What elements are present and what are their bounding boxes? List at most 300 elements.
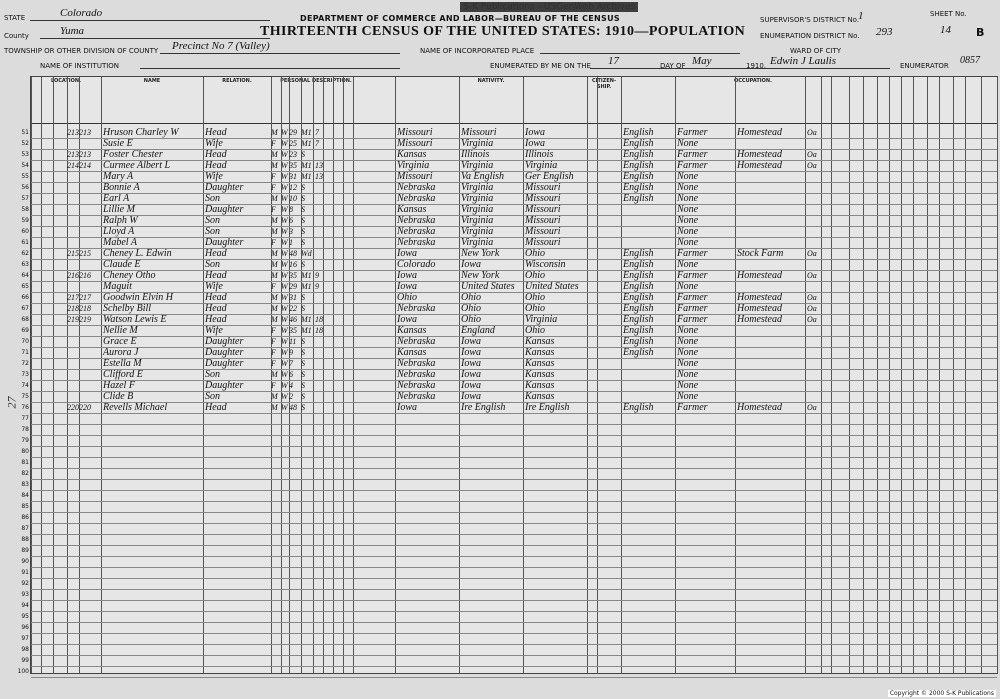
cell-fbirth: Virginia (461, 194, 494, 204)
cell-race: W (281, 392, 288, 401)
cell-ms: S (301, 260, 305, 269)
cell-ms: S (301, 238, 305, 247)
cell-mbirth: Iowa (525, 139, 545, 149)
cell-sex: F (271, 326, 276, 335)
cell-mbirth: Kansas (525, 359, 555, 369)
row-number: 73 (21, 371, 29, 378)
column-rule (939, 77, 940, 673)
cell-mbirth: Missouri (525, 216, 561, 226)
sheet-number-label: SHEET No. (930, 10, 967, 18)
cell-age: 22 (289, 304, 297, 313)
cell-trade: Farmer (677, 304, 708, 314)
cell-emp: Oa (807, 304, 817, 313)
cell-mbirth: United States (525, 282, 579, 292)
watermark: S-K Publications - USGenWeb Archives (460, 2, 638, 12)
cell-birth: Iowa (397, 403, 417, 413)
cell-trade: None (677, 359, 699, 369)
cell-fbirth: Virginia (461, 205, 494, 215)
sheet-header (0, 0, 1000, 74)
column-header (31, 77, 997, 124)
cell-fbirth: Illinois (461, 150, 490, 160)
column-group-label: CITIZEN-SHIP. (591, 78, 617, 90)
row-number: 80 (21, 448, 29, 455)
cell-name: Clifford E (103, 370, 143, 380)
cell-age: 35 (289, 271, 297, 280)
cell-birth: Missouri (397, 128, 433, 138)
cell-name: Goodwin Elvin H (103, 293, 173, 303)
cell-sex: M (271, 403, 278, 412)
cell-ms: Wd (301, 249, 312, 258)
cell-race: W (281, 183, 288, 192)
cell-sex: M (271, 150, 278, 159)
row-number: 99 (21, 657, 29, 664)
cell-name: Revells Michael (103, 403, 168, 413)
column-group-label: LOCATION. (50, 78, 81, 84)
cell-birth: Iowa (397, 271, 417, 281)
cell-rel: Son (205, 216, 220, 226)
column-rule (901, 77, 902, 673)
cell-mbirth: Missouri (525, 227, 561, 237)
cell-name: Mabel A (103, 238, 137, 248)
cell-name: Estella M (103, 359, 142, 369)
row-number: 82 (21, 470, 29, 477)
cell-birth: Nebraska (397, 304, 436, 314)
cell-fbirth: Virginia (461, 227, 494, 237)
column-rule (621, 77, 622, 673)
cell-trade: Farmer (677, 271, 708, 281)
county-label: County (4, 32, 29, 40)
cell-trade: None (677, 205, 699, 215)
cell-name: Schelby Bill (103, 304, 152, 314)
township-value: Precinct No 7 (Valley) (172, 40, 270, 52)
cell-fbirth: Virginia (461, 161, 494, 171)
cell-name: Bonnie A (103, 183, 140, 193)
cell-age: 7 (289, 359, 293, 368)
township-label: TOWNSHIP OR OTHER DIVISION OF COUNTY (4, 47, 159, 55)
cell-race: W (281, 348, 288, 357)
cell-lang: English (623, 260, 654, 270)
row-rule (31, 545, 997, 546)
column-rule (831, 77, 832, 673)
column-rule (805, 77, 806, 673)
cell-birth: Nebraska (397, 194, 436, 204)
cell-age: 48 (289, 249, 297, 258)
cell-birth: Kansas (397, 348, 427, 358)
cell-race: W (281, 260, 288, 269)
cell-age: 29 (289, 282, 297, 291)
cell-mbirth: Virginia (525, 161, 558, 171)
row-rule (31, 655, 997, 656)
cell-sex: F (271, 282, 276, 291)
cell-rel: Son (205, 392, 220, 402)
cell-race: W (281, 172, 288, 181)
row-rule (31, 666, 997, 667)
row-rule (31, 512, 997, 513)
column-rule (343, 77, 344, 673)
cell-age: 25 (289, 139, 297, 148)
column-rule (523, 77, 524, 673)
cell-ms: S (301, 194, 305, 203)
cell-rel: Daughter (205, 238, 244, 248)
cell-name: Curmee Albert L (103, 161, 171, 171)
cell-industry: Homestead (737, 128, 782, 138)
cell-age: 6 (289, 216, 293, 225)
row-rule (31, 633, 997, 634)
cell-rel: Daughter (205, 183, 244, 193)
cell-name: Maguit (103, 282, 132, 292)
column-rule (953, 77, 954, 673)
row-rule (31, 622, 997, 623)
cell-birth: Nebraska (397, 359, 436, 369)
cell-race: W (281, 293, 288, 302)
row-number: 54 (21, 162, 29, 169)
row-number: 68 (21, 316, 29, 323)
cell-ms: M1 (301, 139, 312, 148)
cell-trade: None (677, 194, 699, 204)
cell-fam: 218 (79, 304, 91, 313)
cell-name: Grace E (103, 337, 137, 347)
row-number: 100 (17, 668, 29, 675)
cell-lang: English (623, 315, 654, 325)
incorporated-place-label: NAME OF INCORPORATED PLACE (420, 47, 535, 55)
cell-sex: F (271, 183, 276, 192)
cell-birth: Colorado (397, 260, 436, 270)
cell-lang: English (623, 128, 654, 138)
cell-fam: 216 (79, 271, 91, 280)
enumerator-name: Edwin J Laulis (770, 55, 837, 67)
cell-age: 16 (289, 260, 297, 269)
cell-race: W (281, 194, 288, 203)
cell-trade: None (677, 337, 699, 347)
row-rule (31, 611, 997, 612)
cell-birth: Nebraska (397, 381, 436, 391)
cell-fbirth: Iowa (461, 348, 481, 358)
cell-rel: Head (205, 249, 227, 259)
column-rule (31, 77, 32, 673)
cell-mbirth: Missouri (525, 238, 561, 248)
cell-mbirth: Ohio (525, 249, 545, 259)
cell-race: W (281, 381, 288, 390)
cell-race: W (281, 238, 288, 247)
cell-fbirth: Ohio (461, 293, 481, 303)
cell-trade: None (677, 370, 699, 380)
cell-industry: Homestead (737, 293, 782, 303)
cell-fbirth: Va English (461, 172, 505, 182)
cell-birth: Nebraska (397, 337, 436, 347)
cell-birth: Kansas (397, 326, 427, 336)
cell-lang: English (623, 403, 654, 413)
column-rule (889, 77, 890, 673)
cell-age: 46 (289, 315, 297, 324)
cell-sex: M (271, 392, 278, 401)
cell-fam: 214 (79, 161, 91, 170)
column-rule (333, 77, 334, 673)
row-rule (31, 490, 997, 491)
cell-dw: 213 (67, 128, 79, 137)
column-rule (459, 77, 460, 673)
margin-note: 27 (4, 396, 19, 409)
enumerator-label: ENUMERATOR (900, 62, 949, 70)
cell-industry: Homestead (737, 161, 782, 171)
cell-sex: F (271, 205, 276, 214)
row-number: 85 (21, 503, 29, 510)
enumerated-label: ENUMERATED BY ME ON THE (490, 62, 591, 70)
cell-age: 11 (289, 337, 297, 346)
column-rule (849, 77, 850, 673)
row-number: 96 (21, 624, 29, 631)
cell-race: W (281, 161, 288, 170)
cell-emp: Oa (807, 293, 817, 302)
cell-race: W (281, 205, 288, 214)
cell-age: 2 (289, 392, 293, 401)
cell-lang: English (623, 337, 654, 347)
cell-birth: Missouri (397, 172, 433, 182)
row-number: 66 (21, 294, 29, 301)
cell-sex: F (271, 139, 276, 148)
cell-name: Lillie M (103, 205, 135, 215)
cell-name: Ralph W (103, 216, 138, 226)
cell-birth: Kansas (397, 205, 427, 215)
cell-ms: M1 (301, 315, 312, 324)
row-number: 81 (21, 459, 29, 466)
cell-yrs: 9 (315, 271, 319, 280)
cell-industry: Homestead (737, 304, 782, 314)
stamp-number: 0857 (960, 55, 980, 66)
cell-fbirth: Iowa (461, 337, 481, 347)
cell-fbirth: New York (461, 271, 500, 281)
cell-trade: None (677, 326, 699, 336)
row-number: 92 (21, 580, 29, 587)
row-number: 84 (21, 492, 29, 499)
cell-ms: M1 (301, 161, 312, 170)
row-rule (31, 600, 997, 601)
cell-dw: 219 (67, 315, 79, 324)
cell-sex: F (271, 172, 276, 181)
cell-ms: S (301, 381, 305, 390)
cell-industry: Stock Farm (737, 249, 784, 259)
cell-ms: S (301, 359, 305, 368)
cell-rel: Daughter (205, 359, 244, 369)
ward-label: WARD OF CITY (790, 47, 842, 55)
cell-industry: Homestead (737, 271, 782, 281)
row-number: 56 (21, 184, 29, 191)
cell-dw: 218 (67, 304, 79, 313)
cell-lang: English (623, 249, 654, 259)
cell-mbirth: Missouri (525, 194, 561, 204)
cell-sex: M (271, 128, 278, 137)
cell-fam: 213 (79, 128, 91, 137)
cell-mbirth: Ohio (525, 326, 545, 336)
cell-ms: S (301, 227, 305, 236)
row-rule (31, 446, 997, 447)
sheet-number-value: 14 (940, 24, 951, 36)
column-rule (675, 77, 676, 673)
row-number: 72 (21, 360, 29, 367)
row-number: 91 (21, 569, 29, 576)
cell-yrs: 9 (315, 282, 319, 291)
cell-sex: M (271, 271, 278, 280)
row-number: 74 (21, 382, 29, 389)
row-rule (31, 556, 997, 557)
cell-fbirth: Virginia (461, 183, 494, 193)
county-value: Yuma (60, 25, 85, 37)
row-number: 70 (21, 338, 29, 345)
cell-industry: Homestead (737, 403, 782, 413)
cell-fbirth: Ohio (461, 315, 481, 325)
cell-fam: 213 (79, 150, 91, 159)
column-group-label: OCCUPATION. (734, 78, 772, 84)
cell-sex: M (271, 293, 278, 302)
cell-dw: 217 (67, 293, 79, 302)
state-value: Colorado (60, 7, 103, 19)
row-number: 78 (21, 426, 29, 433)
cell-name: Hruson Charley W (103, 128, 179, 138)
cell-ms: S (301, 348, 305, 357)
cell-mbirth: Kansas (525, 337, 555, 347)
cell-ms: M1 (301, 282, 312, 291)
cell-age: 31 (289, 172, 297, 181)
cell-fbirth: Missouri (461, 128, 497, 138)
enumeration-district-value: 293 (876, 26, 893, 38)
cell-sex: F (271, 359, 276, 368)
cell-birth: Nebraska (397, 183, 436, 193)
cell-lang: English (623, 348, 654, 358)
cell-fbirth: England (461, 326, 495, 336)
cell-sex: F (271, 238, 276, 247)
cell-sex: M (271, 370, 278, 379)
cell-rel: Head (205, 271, 227, 281)
enumeration-district-label: ENUMERATION DISTRICT No. (760, 32, 860, 40)
row-number: 55 (21, 173, 29, 180)
cell-name: Aurora J (103, 348, 139, 358)
cell-fbirth: Virginia (461, 139, 494, 149)
cell-name: Hazel F (103, 381, 135, 391)
cell-mbirth: Iowa (525, 128, 545, 138)
cell-fam: 215 (79, 249, 91, 258)
row-rule (31, 468, 997, 469)
cell-sex: M (271, 227, 278, 236)
cell-lang: English (623, 194, 654, 204)
enumeration-day: 17 (608, 55, 619, 67)
row-number: 83 (21, 481, 29, 488)
cell-rel: Head (205, 304, 227, 314)
cell-birth: Virginia (397, 161, 430, 171)
cell-rel: Wife (205, 139, 223, 149)
day-of-label: DAY OF (660, 62, 686, 70)
cell-birth: Iowa (397, 315, 417, 325)
year-suffix: 1910. (746, 62, 767, 70)
cell-ms: M1 (301, 271, 312, 280)
cell-mbirth: Illinois (525, 150, 554, 160)
cell-lang: English (623, 139, 654, 149)
cell-trade: Farmer (677, 161, 708, 171)
row-number: 75 (21, 393, 29, 400)
row-number: 76 (21, 404, 29, 411)
cell-fbirth: Iowa (461, 359, 481, 369)
cell-birth: Iowa (397, 249, 417, 259)
column-rule (821, 77, 822, 673)
column-rule (41, 77, 42, 673)
row-number: 71 (21, 349, 29, 356)
column-rule (965, 77, 966, 673)
cell-yrs: 7 (315, 128, 319, 137)
cell-sex: F (271, 348, 276, 357)
sheet-side: B (976, 26, 985, 39)
cell-mbirth: Ohio (525, 293, 545, 303)
cell-age: 9 (289, 348, 293, 357)
cell-mbirth: Kansas (525, 392, 555, 402)
column-rule (863, 77, 864, 673)
cell-trade: None (677, 282, 699, 292)
cell-mbirth: Kansas (525, 370, 555, 380)
cell-race: W (281, 249, 288, 258)
cell-trade: None (677, 216, 699, 226)
cell-mbirth: Ire English (525, 403, 570, 413)
cell-birth: Nebraska (397, 216, 436, 226)
cell-race: W (281, 227, 288, 236)
sheet-footer (0, 674, 1000, 699)
row-number: 52 (21, 140, 29, 147)
column-rule (997, 77, 998, 673)
cell-lang: English (623, 304, 654, 314)
cell-race: W (281, 359, 288, 368)
row-number: 59 (21, 217, 29, 224)
page-title: THIRTEENTH CENSUS OF THE UNITED STATES: 1910—POPULATION (260, 24, 746, 39)
cell-rel: Daughter (205, 348, 244, 358)
cell-name: Earl A (103, 194, 130, 204)
cell-trade: Farmer (677, 249, 708, 259)
cell-birth: Iowa (397, 282, 417, 292)
row-number: 98 (21, 646, 29, 653)
cell-emp: Oa (807, 271, 817, 280)
row-rule (31, 424, 997, 425)
cell-dw: 214 (67, 161, 79, 170)
cell-age: 4 (289, 381, 293, 390)
cell-sex: F (271, 337, 276, 346)
row-rule (31, 589, 997, 590)
row-rule (31, 578, 997, 579)
cell-race: W (281, 139, 288, 148)
row-rule (31, 644, 997, 645)
cell-rel: Head (205, 128, 227, 138)
cell-age: 12 (289, 183, 297, 192)
cell-emp: Oa (807, 315, 817, 324)
cell-ms: S (301, 216, 305, 225)
cell-rel: Head (205, 315, 227, 325)
row-rule (31, 479, 997, 480)
cell-age: 29 (289, 128, 297, 137)
copyright-notice: Copyright © 2000 S-K Publications (889, 690, 994, 697)
column-rule (597, 77, 598, 673)
column-rule (913, 77, 914, 673)
cell-sex: F (271, 381, 276, 390)
cell-age: 8 (289, 205, 293, 214)
row-number: 97 (21, 635, 29, 642)
cell-trade: None (677, 392, 699, 402)
column-rule (101, 77, 102, 673)
row-rule (31, 534, 997, 535)
institution-label: NAME OF INSTITUTION (40, 62, 120, 70)
row-rule (31, 501, 997, 502)
cell-name: Lloyd A (103, 227, 135, 237)
cell-age: 10 (289, 194, 297, 203)
cell-dw: 215 (67, 249, 79, 258)
row-number: 86 (21, 514, 29, 521)
column-rule (981, 77, 982, 673)
cell-age: 23 (289, 150, 297, 159)
cell-rel: Head (205, 161, 227, 171)
column-rule (53, 77, 54, 673)
